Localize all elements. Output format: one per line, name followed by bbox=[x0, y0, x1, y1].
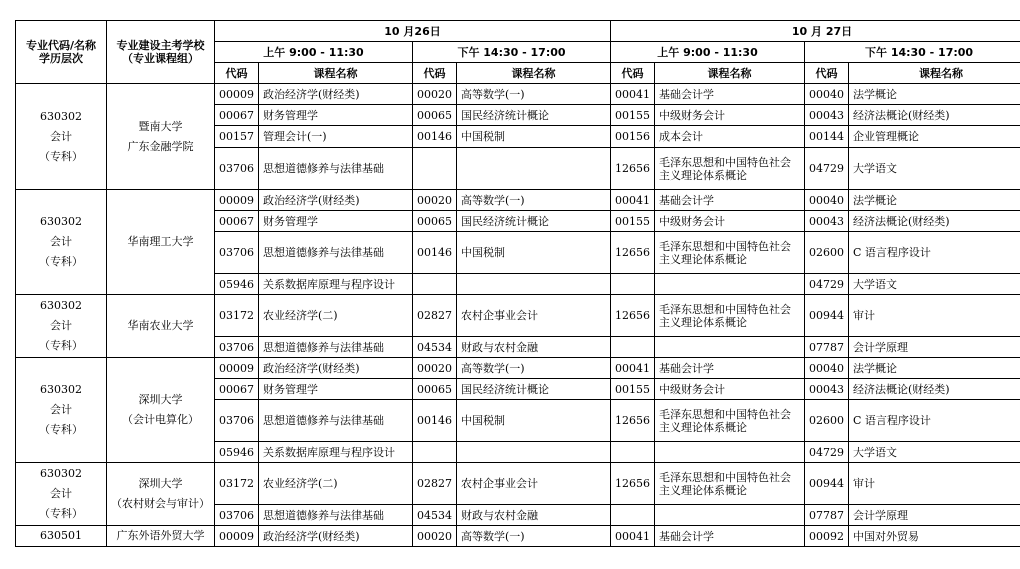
course-name: 基础会计学 bbox=[655, 526, 805, 547]
course-code bbox=[413, 274, 457, 295]
course-name: 毛泽东思想和中国特色社会主义理论体系概论 bbox=[655, 463, 805, 505]
major-line: （专科） bbox=[39, 339, 83, 352]
schedule-body bbox=[16, 84, 1020, 547]
course-name: 基础会计学 bbox=[655, 190, 805, 211]
course-code: 00040 bbox=[805, 190, 849, 211]
school-cell bbox=[107, 295, 215, 358]
exam-schedule bbox=[15, 20, 1020, 547]
course-name: 成本会计 bbox=[655, 126, 805, 148]
course-code: 03172 bbox=[215, 295, 259, 337]
course-name: 思想道德修养与法律基础 bbox=[259, 148, 413, 190]
course-code: 00067 bbox=[215, 379, 259, 400]
course-code: 00092 bbox=[805, 526, 849, 547]
course-name: 基础会计学 bbox=[655, 358, 805, 379]
course-code bbox=[611, 274, 655, 295]
course-name: 政治经济学(财经类) bbox=[259, 190, 413, 211]
course-name: 农村企事业会计 bbox=[457, 463, 611, 505]
code-header: 代码 bbox=[611, 63, 655, 84]
course-code: 00041 bbox=[611, 526, 655, 547]
course-code: 00944 bbox=[805, 463, 849, 505]
course-code: 00146 bbox=[413, 232, 457, 274]
course-name: 中国税制 bbox=[457, 126, 611, 148]
course-name: 国民经济统计概论 bbox=[457, 379, 611, 400]
day1-afternoon: 下午 14:30 - 17:00 bbox=[413, 42, 611, 63]
course-name bbox=[655, 505, 805, 526]
course-name: 法学概论 bbox=[849, 84, 1020, 105]
course-code: 00009 bbox=[215, 190, 259, 211]
course-name: 关系数据库原理与程序设计 bbox=[259, 442, 413, 463]
course-code: 12656 bbox=[611, 232, 655, 274]
major-line: 630302 bbox=[40, 467, 82, 480]
course-code: 07787 bbox=[805, 337, 849, 358]
course-name: 政治经济学(财经类) bbox=[259, 526, 413, 547]
major-line: 630302 bbox=[40, 109, 82, 123]
course-code bbox=[413, 442, 457, 463]
course-code: 00040 bbox=[805, 84, 849, 105]
course-name: 国民经济统计概论 bbox=[457, 211, 611, 232]
course-name: 经济法概论(财经类) bbox=[849, 211, 1020, 232]
course-name: 高等数学(一) bbox=[457, 84, 611, 105]
major-line: 会计 bbox=[50, 403, 72, 416]
course-code: 12656 bbox=[611, 148, 655, 190]
school-line: 暨南大学 bbox=[138, 119, 183, 133]
course-code: 00067 bbox=[215, 105, 259, 126]
course-code: 00043 bbox=[805, 105, 849, 126]
course-code bbox=[611, 505, 655, 526]
course-code: 04729 bbox=[805, 442, 849, 463]
course-code: 00043 bbox=[805, 379, 849, 400]
day1-date: 10 月26日 bbox=[215, 21, 611, 42]
course-name: 财政与农村金融 bbox=[457, 337, 611, 358]
course-code: 00020 bbox=[413, 358, 457, 379]
course-name: 农村企事业会计 bbox=[457, 295, 611, 337]
course-name: 财务管理学 bbox=[259, 105, 413, 126]
major-line: 630302 bbox=[40, 215, 82, 228]
course-code: 07787 bbox=[805, 505, 849, 526]
school-line: 深圳大学 bbox=[138, 477, 183, 490]
course-code: 05946 bbox=[215, 442, 259, 463]
major-line: 630501 bbox=[40, 529, 82, 542]
major-cell bbox=[16, 526, 107, 547]
major-header-line1: 专业代码/名称 bbox=[25, 39, 97, 52]
course-name: 毛泽东思想和中国特色社会主义理论体系概论 bbox=[655, 148, 805, 190]
course-code bbox=[413, 148, 457, 190]
course-name: 大学语文 bbox=[849, 148, 1020, 190]
course-name: 大学语文 bbox=[849, 442, 1020, 463]
table-row bbox=[16, 295, 1020, 337]
course-name: 中国对外贸易 bbox=[849, 526, 1020, 547]
course-name bbox=[457, 274, 611, 295]
course-name: 财政与农村金融 bbox=[457, 505, 611, 526]
course-name: 思想道德修养与法律基础 bbox=[259, 232, 413, 274]
major-line: （专科） bbox=[39, 507, 83, 520]
course-name: 大学语文 bbox=[849, 274, 1020, 295]
course-code: 00065 bbox=[413, 211, 457, 232]
course-name: 毛泽东思想和中国特色社会主义理论体系概论 bbox=[655, 232, 805, 274]
course-name-header: 课程名称 bbox=[259, 63, 413, 84]
course-name: 思想道德修养与法律基础 bbox=[259, 337, 413, 358]
course-code: 00009 bbox=[215, 84, 259, 105]
major-line: （专科） bbox=[39, 255, 83, 268]
course-code: 04534 bbox=[413, 505, 457, 526]
table-row bbox=[16, 463, 1020, 505]
course-name: 审计 bbox=[849, 463, 1020, 505]
course-name: 思想道德修养与法律基础 bbox=[259, 505, 413, 526]
course-name: 农业经济学(二) bbox=[259, 463, 413, 505]
major-cell bbox=[16, 463, 107, 526]
course-name: 高等数学(一) bbox=[457, 526, 611, 547]
course-code: 03172 bbox=[215, 463, 259, 505]
course-name bbox=[655, 442, 805, 463]
course-code: 00155 bbox=[611, 379, 655, 400]
course-code: 02827 bbox=[413, 295, 457, 337]
course-code: 12656 bbox=[611, 463, 655, 505]
major-line: 会计 bbox=[50, 319, 72, 332]
table-row bbox=[16, 526, 1020, 547]
course-name: 管理会计(一) bbox=[259, 126, 413, 148]
course-name: 毛泽东思想和中国特色社会主义理论体系概论 bbox=[655, 295, 805, 337]
course-code: 02600 bbox=[805, 400, 849, 442]
course-name: 会计学原理 bbox=[849, 505, 1020, 526]
school-header-line1: 专业建设主考学校 bbox=[116, 39, 205, 52]
major-line: 会计 bbox=[50, 487, 72, 500]
course-name: 中级财务会计 bbox=[655, 379, 805, 400]
course-name: 法学概论 bbox=[849, 190, 1020, 211]
course-name bbox=[655, 274, 805, 295]
course-name: 高等数学(一) bbox=[457, 358, 611, 379]
course-name: C 语言程序设计 bbox=[849, 400, 1020, 442]
school-line: 华南理工大学 bbox=[127, 235, 194, 248]
major-line: （专科） bbox=[39, 149, 83, 163]
course-code: 00041 bbox=[611, 84, 655, 105]
course-name bbox=[457, 442, 611, 463]
course-name: 经济法概论(财经类) bbox=[849, 379, 1020, 400]
day1-morning: 上午 9:00 - 11:30 bbox=[215, 42, 413, 63]
course-code: 03706 bbox=[215, 232, 259, 274]
course-code: 00157 bbox=[215, 126, 259, 148]
course-code: 00146 bbox=[413, 126, 457, 148]
course-code bbox=[611, 442, 655, 463]
school-cell bbox=[107, 84, 215, 190]
day2-morning: 上午 9:00 - 11:30 bbox=[611, 42, 805, 63]
code-header: 代码 bbox=[805, 63, 849, 84]
course-name: 中级财务会计 bbox=[655, 211, 805, 232]
major-cell bbox=[16, 84, 107, 190]
course-code: 12656 bbox=[611, 295, 655, 337]
exam-schedule-table bbox=[15, 20, 1020, 547]
school-line: （会计电算化） bbox=[122, 413, 199, 426]
code-header: 代码 bbox=[413, 63, 457, 84]
course-name: 农业经济学(二) bbox=[259, 295, 413, 337]
course-code: 03706 bbox=[215, 505, 259, 526]
course-name: 财务管理学 bbox=[259, 211, 413, 232]
major-line: 会计 bbox=[50, 235, 72, 248]
day2-date: 10 月 27日 bbox=[611, 21, 1020, 42]
course-code: 00043 bbox=[805, 211, 849, 232]
course-name: 企业管理概论 bbox=[849, 126, 1020, 148]
course-name: 毛泽东思想和中国特色社会主义理论体系概论 bbox=[655, 400, 805, 442]
course-code: 02827 bbox=[413, 463, 457, 505]
school-line: 广东外语外贸大学 bbox=[116, 529, 205, 542]
school-header-line2: （专业课程组） bbox=[122, 52, 199, 65]
major-header bbox=[16, 21, 107, 84]
course-code: 00009 bbox=[215, 358, 259, 379]
course-code: 00041 bbox=[611, 358, 655, 379]
course-code: 04729 bbox=[805, 274, 849, 295]
course-code: 03706 bbox=[215, 148, 259, 190]
course-name-header: 课程名称 bbox=[655, 63, 805, 84]
course-name: 政治经济学(财经类) bbox=[259, 84, 413, 105]
course-code: 04534 bbox=[413, 337, 457, 358]
course-name: 中国税制 bbox=[457, 232, 611, 274]
course-name bbox=[457, 148, 611, 190]
course-code: 00146 bbox=[413, 400, 457, 442]
major-line: （专科） bbox=[39, 423, 83, 436]
major-cell bbox=[16, 358, 107, 463]
course-code: 00155 bbox=[611, 211, 655, 232]
course-name: 中级财务会计 bbox=[655, 105, 805, 126]
school-line: 华南农业大学 bbox=[127, 319, 194, 332]
course-name: 高等数学(一) bbox=[457, 190, 611, 211]
course-name: 财务管理学 bbox=[259, 379, 413, 400]
course-code: 02600 bbox=[805, 232, 849, 274]
course-name: 审计 bbox=[849, 295, 1020, 337]
major-line: 会计 bbox=[50, 129, 72, 143]
course-name: 经济法概论(财经类) bbox=[849, 105, 1020, 126]
school-line: 广东金融学院 bbox=[127, 139, 194, 153]
course-name: 政治经济学(财经类) bbox=[259, 358, 413, 379]
day2-afternoon: 下午 14:30 - 17:00 bbox=[805, 42, 1020, 63]
major-line: 630302 bbox=[40, 383, 82, 396]
course-code: 03706 bbox=[215, 337, 259, 358]
course-code: 12656 bbox=[611, 400, 655, 442]
course-name: 法学概论 bbox=[849, 358, 1020, 379]
course-name-header: 课程名称 bbox=[849, 63, 1020, 84]
course-name: 关系数据库原理与程序设计 bbox=[259, 274, 413, 295]
table-row bbox=[16, 358, 1020, 379]
table-row bbox=[16, 190, 1020, 211]
course-name-header: 课程名称 bbox=[457, 63, 611, 84]
course-code: 00020 bbox=[413, 84, 457, 105]
table-row bbox=[16, 84, 1020, 105]
course-name: 基础会计学 bbox=[655, 84, 805, 105]
course-code: 00156 bbox=[611, 126, 655, 148]
course-name bbox=[655, 337, 805, 358]
school-cell bbox=[107, 463, 215, 526]
course-code: 05946 bbox=[215, 274, 259, 295]
course-name: 国民经济统计概论 bbox=[457, 105, 611, 126]
course-code: 00155 bbox=[611, 105, 655, 126]
course-code: 00067 bbox=[215, 211, 259, 232]
school-cell bbox=[107, 358, 215, 463]
course-name: 会计学原理 bbox=[849, 337, 1020, 358]
course-code: 00040 bbox=[805, 358, 849, 379]
course-code: 00944 bbox=[805, 295, 849, 337]
course-code: 03706 bbox=[215, 400, 259, 442]
major-cell bbox=[16, 295, 107, 358]
course-code: 00009 bbox=[215, 526, 259, 547]
course-code bbox=[611, 337, 655, 358]
school-cell bbox=[107, 190, 215, 295]
major-line: 630302 bbox=[40, 299, 82, 312]
course-code: 00020 bbox=[413, 526, 457, 547]
course-code: 00144 bbox=[805, 126, 849, 148]
course-code: 04729 bbox=[805, 148, 849, 190]
school-line: （农村财会与审计） bbox=[111, 497, 210, 510]
school-header bbox=[107, 21, 215, 84]
major-cell bbox=[16, 190, 107, 295]
course-name: 中国税制 bbox=[457, 400, 611, 442]
school-cell bbox=[107, 526, 215, 547]
major-header-line2: 学历层次 bbox=[39, 52, 83, 65]
course-code: 00020 bbox=[413, 190, 457, 211]
course-code: 00065 bbox=[413, 379, 457, 400]
school-line: 深圳大学 bbox=[138, 393, 183, 406]
course-name: 思想道德修养与法律基础 bbox=[259, 400, 413, 442]
course-name: C 语言程序设计 bbox=[849, 232, 1020, 274]
code-header: 代码 bbox=[215, 63, 259, 84]
course-code: 00065 bbox=[413, 105, 457, 126]
course-code: 00041 bbox=[611, 190, 655, 211]
